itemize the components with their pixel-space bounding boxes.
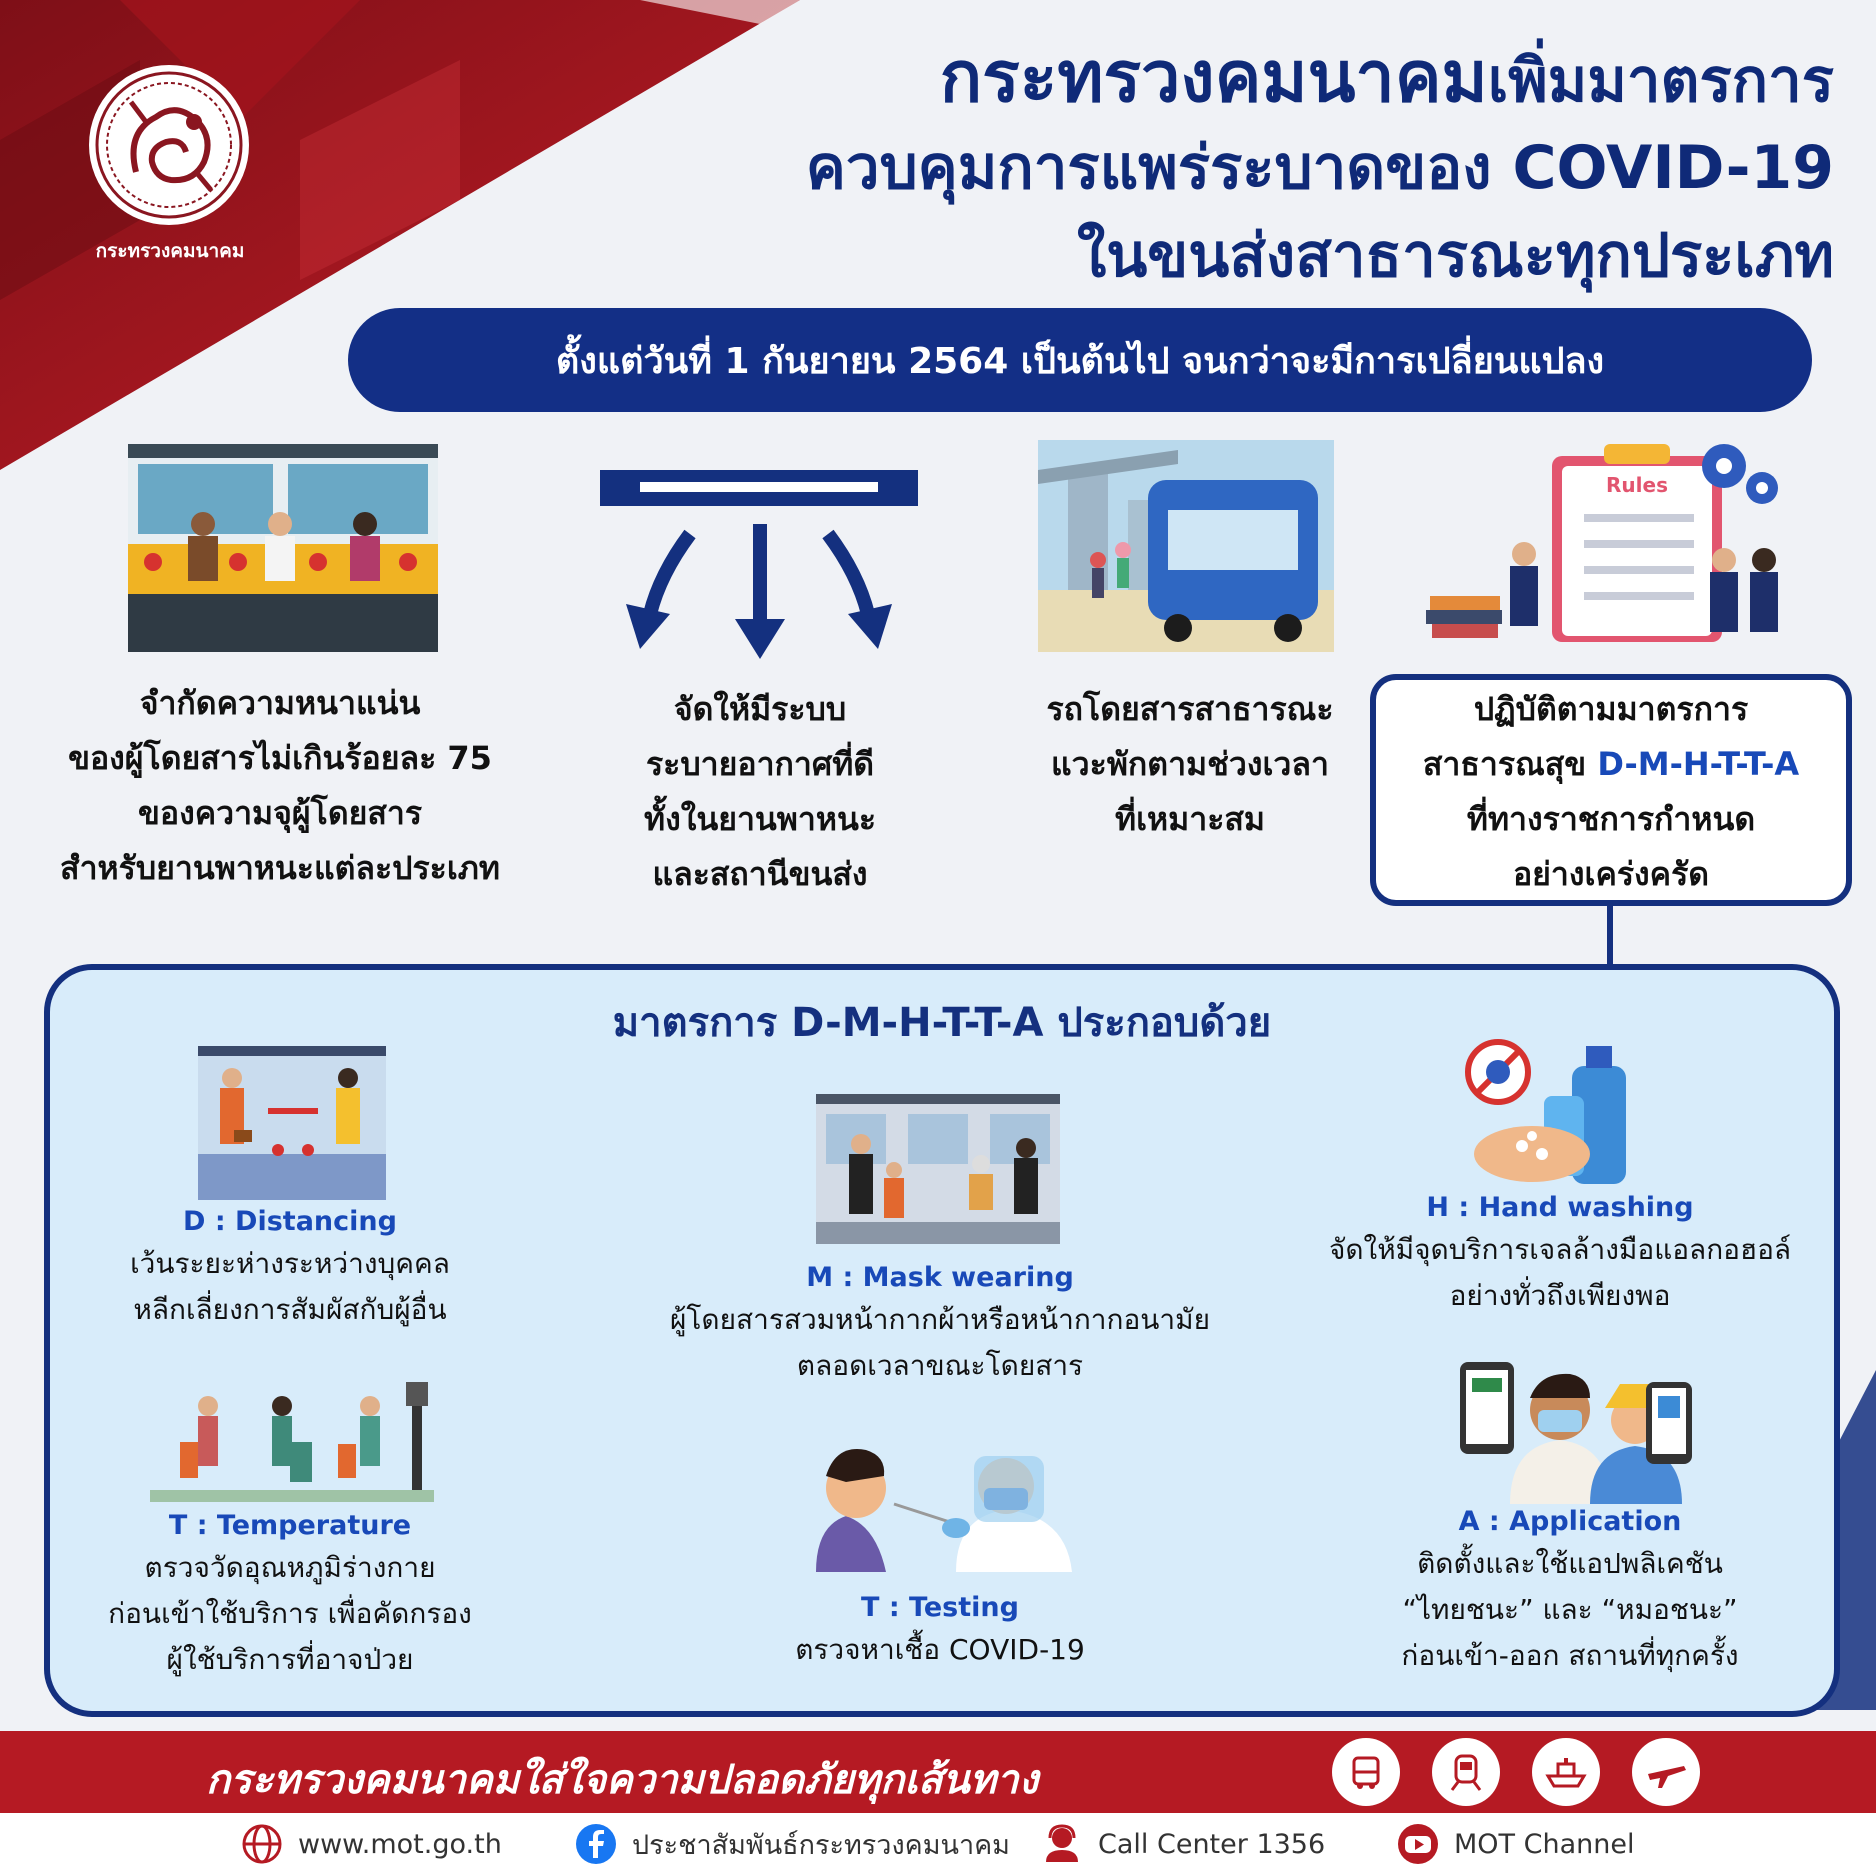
ship-icon (1532, 1738, 1600, 1806)
caption-line: อย่างเคร่งครัด (1512, 855, 1710, 893)
caption-line: ทั้งในยานพาหนะ (643, 800, 877, 838)
bus-stop-illustration (1038, 440, 1334, 652)
youtube-icon (1396, 1822, 1440, 1866)
caption-line: สำหรับยานพาหนะแต่ละประเภท (60, 849, 500, 887)
m-mask-item (610, 1262, 1270, 1389)
a-application-item (1320, 1506, 1820, 1679)
call-center-text: Call Center 1356 (1098, 1828, 1326, 1860)
youtube-text: MOT Channel (1454, 1828, 1635, 1860)
caption-line: รถโดยสารสาธารณะ (1046, 690, 1334, 728)
a-line: ก่อนเข้า-ออก สถานที่ทุกครั้ง (1401, 1639, 1739, 1672)
title-ministry: กระทรวงคมนาคม (939, 36, 1488, 118)
caption-line: ที่เหมาะสม (1115, 800, 1265, 838)
website-text: www.mot.go.th (298, 1828, 502, 1860)
call-center-link[interactable] (1040, 1818, 1325, 1870)
caption-line: จำกัดความหนาแน่น (139, 684, 421, 722)
web-icon (240, 1822, 284, 1866)
m-title: M : Mask wearing (806, 1262, 1074, 1293)
train-icon (1432, 1738, 1500, 1806)
facebook-icon (574, 1822, 618, 1866)
caption-line: จัดให้มีระบบ (673, 690, 847, 728)
t-testing-item (700, 1592, 1180, 1673)
application-illustration (1450, 1356, 1696, 1504)
covid-testing-illustration (806, 1436, 1076, 1572)
t1-line: ผู้ใช้บริการที่อาจป่วย (166, 1643, 414, 1676)
caption-prefix: สาธารณสุข (1422, 745, 1598, 783)
caption-line: ของผู้โดยสารไม่เกินร้อยละ 75 (68, 739, 492, 777)
caption-line: แวะพักตามช่วงเวลา (1051, 745, 1329, 783)
distancing-illustration (198, 1046, 386, 1200)
measure-bus-rest-caption (1010, 682, 1370, 847)
caption-line: และสถานีขนส่ง (652, 855, 868, 893)
dmhtta-highlight: D-M-H-T-T-A (1597, 745, 1800, 783)
train-seating-illustration (128, 444, 438, 652)
bus-icon (1332, 1738, 1400, 1806)
facebook-link[interactable] (574, 1818, 1010, 1870)
t2-line: ตรวจหาเชื้อ COVID-19 (795, 1633, 1085, 1666)
rules-sign-text: Rules (1606, 473, 1668, 497)
hand-washing-illustration (1462, 1036, 1640, 1188)
page-title-line1 (939, 36, 1834, 118)
t1-line: ตรวจวัดอุณหภูมิร่างกาย (144, 1551, 436, 1584)
m-line: ตลอดเวลาขณะโดยสาร (796, 1349, 1084, 1382)
ministry-name-label: กระทรวงคมนาคม (95, 240, 245, 262)
effective-date-banner: ตั้งแต่วันที่ 1 กันยายน 2564 เป็นต้นไป จนกว่าจะมีการเปลี่ยนแปลง (348, 308, 1812, 412)
measure-ventilation-caption (590, 682, 930, 902)
page-title-line3: ในขนส่งสาธารณะทุกประเภท (1076, 221, 1834, 291)
title-increase-measures: เพิ่มมาตรการ (1487, 46, 1834, 116)
t2-title: T : Testing (861, 1592, 1019, 1623)
m-line: ผู้โดยสารสวมหน้ากากผ้าหรือหน้ากากอนามัย (669, 1303, 1211, 1336)
ministry-seal-logo (86, 62, 252, 228)
caption-line: ที่ทางราชการกำหนด (1466, 800, 1756, 838)
a-line: ติดตั้งและใช้แอปพลิเคชัน (1417, 1547, 1723, 1580)
h-title: H : Hand washing (1426, 1192, 1694, 1223)
h-handwashing-item (1290, 1192, 1830, 1319)
website-link[interactable] (240, 1818, 502, 1870)
ventilation-icon (600, 464, 918, 664)
a-line: “ไทยชนะ” และ “หมอชนะ” (1402, 1593, 1738, 1626)
d-line: เว้นระยะห่างระหว่างบุคคล (130, 1247, 450, 1280)
a-title: A : Application (1458, 1506, 1682, 1537)
dmhtta-heading: มาตรการ D-M-H-T-T-A ประกอบด้วย (612, 1000, 1272, 1046)
mask-wearing-illustration (816, 1094, 1060, 1244)
caption-line (1370, 737, 1852, 792)
page-title-line2: ควบคุมการแพร่ระบาดของ COVID-19 (805, 133, 1834, 203)
caption-line: ระบายอากาศที่ดี (645, 745, 875, 783)
h-line: อย่างทั่วถึงเพียงพอ (1449, 1279, 1671, 1312)
t1-title: T : Temperature (168, 1510, 412, 1541)
caption-line: ของความจุผู้โดยสาร (137, 794, 423, 832)
temperature-check-illustration (150, 1382, 434, 1502)
footer-slogan: กระทรวงคมนาคมใส่ใจความปลอดภัยทุกเส้นทาง (206, 1757, 1039, 1803)
facebook-text: ประชาสัมพันธ์กระทรวงคมนาคม (632, 1829, 1010, 1861)
measure-public-health-caption (1370, 682, 1852, 902)
caption-line: ปฏิบัติตามมาตรการ (1473, 690, 1749, 728)
d-distancing-item (60, 1206, 520, 1333)
measure-density-caption (30, 676, 530, 896)
d-line: หลีกเลี่ยงการสัมผัสกับผู้อื่น (133, 1293, 447, 1326)
youtube-link[interactable] (1396, 1818, 1634, 1870)
plane-icon (1632, 1738, 1700, 1806)
t1-line: ก่อนเข้าใช้บริการ เพื่อคัดกรอง (108, 1597, 472, 1630)
call-center-icon (1040, 1822, 1084, 1866)
connector-line (1607, 906, 1613, 966)
t-temperature-item (70, 1510, 510, 1683)
h-line: จัดให้มีจุดบริการเจลล้างมือแอลกอฮอล์ (1328, 1233, 1792, 1266)
rules-clipboard-illustration (1424, 436, 1804, 652)
d-title: D : Distancing (183, 1206, 397, 1237)
